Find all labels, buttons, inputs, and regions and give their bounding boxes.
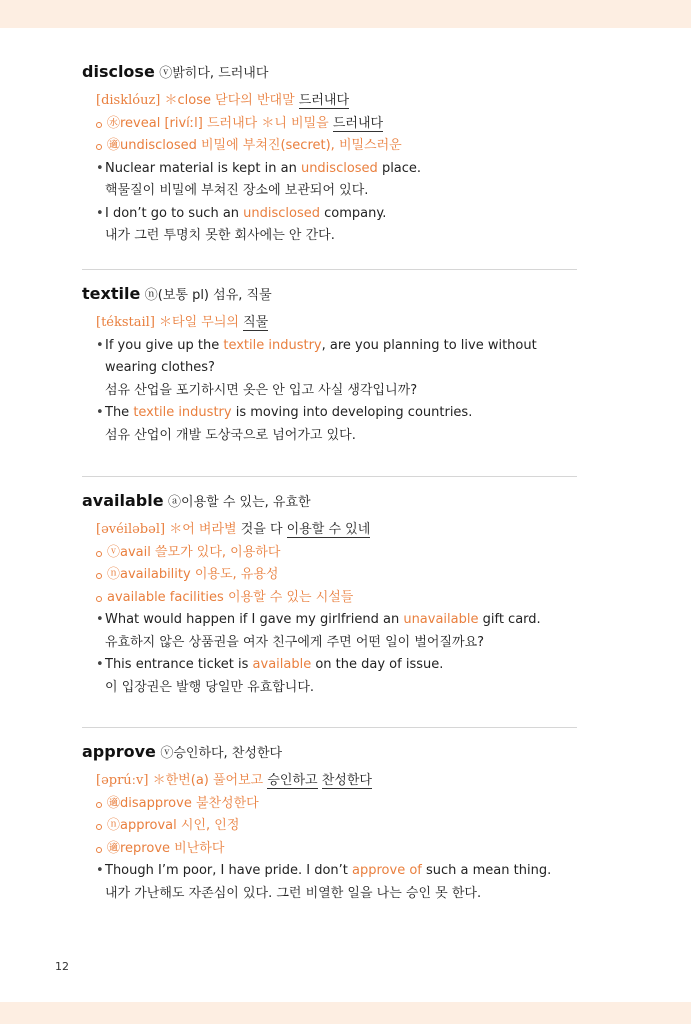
- headword: textile: [82, 284, 141, 303]
- example-sentence: • Though I’m poor, I have pride. I don’t approve of such a mean thing.: [96, 860, 582, 883]
- derivative: ⓝavailability 이용도, 유용성: [96, 564, 582, 587]
- pronunciation: [əvéiləbəl]: [96, 522, 166, 537]
- pronunciation: [tékstail]: [96, 315, 155, 330]
- vocabulary-list: [82, 62, 582, 905]
- example-translation: 유효하지 않은 상품권을 여자 친구에게 주면 어떤 일이 벌어질까요?: [105, 634, 485, 650]
- example-sentence: • What would happen if I gave my girlfriend an unavailable gift card.: [96, 609, 582, 632]
- example-sentence: • The textile industry is moving into developing countries.: [96, 402, 582, 425]
- example-sentence: • This entrance ticket is available on the day of issue.: [96, 654, 582, 677]
- derivative: ㊌reveal [rivíːl] 드러내다 ＊니 비밀을 드러내다: [96, 113, 582, 136]
- headword: approve: [82, 742, 156, 761]
- pronunciation-line: [96, 770, 582, 793]
- pronunciation-line: [96, 90, 582, 113]
- example-translation: 이 입장권은 발행 당일만 유효합니다.: [105, 679, 315, 695]
- mnemonic-keyword: 드러내다: [298, 93, 350, 108]
- entry-head: [82, 284, 582, 306]
- example-translation: 섬유 산업을 포기하시면 옷은 안 입고 사실 생각입니까?: [105, 382, 418, 398]
- part-of-speech-meaning: ⓥ승인하다, 찬성한다: [160, 746, 283, 761]
- mnemonic: ＊어 벼라별: [169, 522, 237, 537]
- bottom-band: [0, 1002, 691, 1024]
- entry-head: [82, 491, 582, 513]
- pronunciation-line: [96, 312, 582, 335]
- derivative: ⓝapproval 시인, 인정: [96, 815, 582, 838]
- mnemonic-keyword: 승인하고: [267, 773, 318, 788]
- part-of-speech-meaning: ⓐ이용할 수 있는, 유효한: [168, 495, 311, 510]
- entry-head: [82, 742, 582, 764]
- mnemonic: ＊타일 무늬의: [159, 315, 239, 330]
- mnemonic-text: 것을 다: [236, 522, 287, 537]
- example-translation: 내가 가난해도 자존심이 있다. 그런 비열한 일을 나는 승인 못 한다.: [105, 885, 482, 901]
- derivative: ⓥavail 쓸모가 있다, 이용하다: [96, 542, 582, 565]
- example-sentence: • Nuclear material is kept in an undisclosed place.: [96, 158, 582, 181]
- example-sentence-continued: wearing clothes?: [105, 360, 215, 375]
- entry-available: [82, 477, 582, 727]
- derivative: available facilities 이용할 수 있는 시설들: [96, 587, 582, 610]
- example-translation: 핵물질이 비밀에 부쳐진 장소에 보관되어 있다.: [105, 183, 369, 198]
- entry-approve: [82, 728, 582, 905]
- headword: disclose: [82, 62, 155, 81]
- pronunciation-line: [96, 519, 582, 542]
- mnemonic: ＊한번(a) 풀어보고: [152, 773, 264, 788]
- mnemonic-keyword: 찬성한다: [321, 773, 372, 788]
- derivative: ㊜undisclosed 비밀에 부쳐진(secret), 비밀스러운: [96, 135, 582, 158]
- example-translation: 섬유 산업이 개발 도상국으로 넘어가고 있다.: [105, 427, 356, 443]
- entry-textile: [82, 270, 582, 476]
- entry-head: [82, 62, 582, 84]
- mnemonic: ＊close 닫다의 반대말: [164, 93, 295, 108]
- entry-disclose: [82, 62, 582, 269]
- top-band: [0, 0, 691, 28]
- part-of-speech-meaning: ⓝ(보통 pl) 섬유, 직물: [144, 288, 272, 303]
- pronunciation: [əprúːv]: [96, 773, 149, 788]
- mnemonic-keyword: 직물: [243, 315, 269, 330]
- part-of-speech-meaning: ⓥ밝히다, 드러내다: [159, 66, 269, 81]
- mnemonic-keyword: 이용할 수 있네: [286, 522, 371, 537]
- example-sentence: • If you give up the textile industry, are you planning to live without: [96, 335, 582, 358]
- derivative: ㊜disapprove 불찬성한다: [96, 793, 582, 816]
- example-translation: 내가 그런 투명치 못한 회사에는 안 간다.: [105, 228, 335, 243]
- derivative: ㊜reprove 비난하다: [96, 838, 582, 861]
- page-number: 12: [55, 960, 69, 973]
- pronunciation: [disklóuz]: [96, 93, 161, 108]
- headword: available: [82, 491, 164, 510]
- example-sentence: • I don’t go to such an undisclosed company.: [96, 203, 582, 226]
